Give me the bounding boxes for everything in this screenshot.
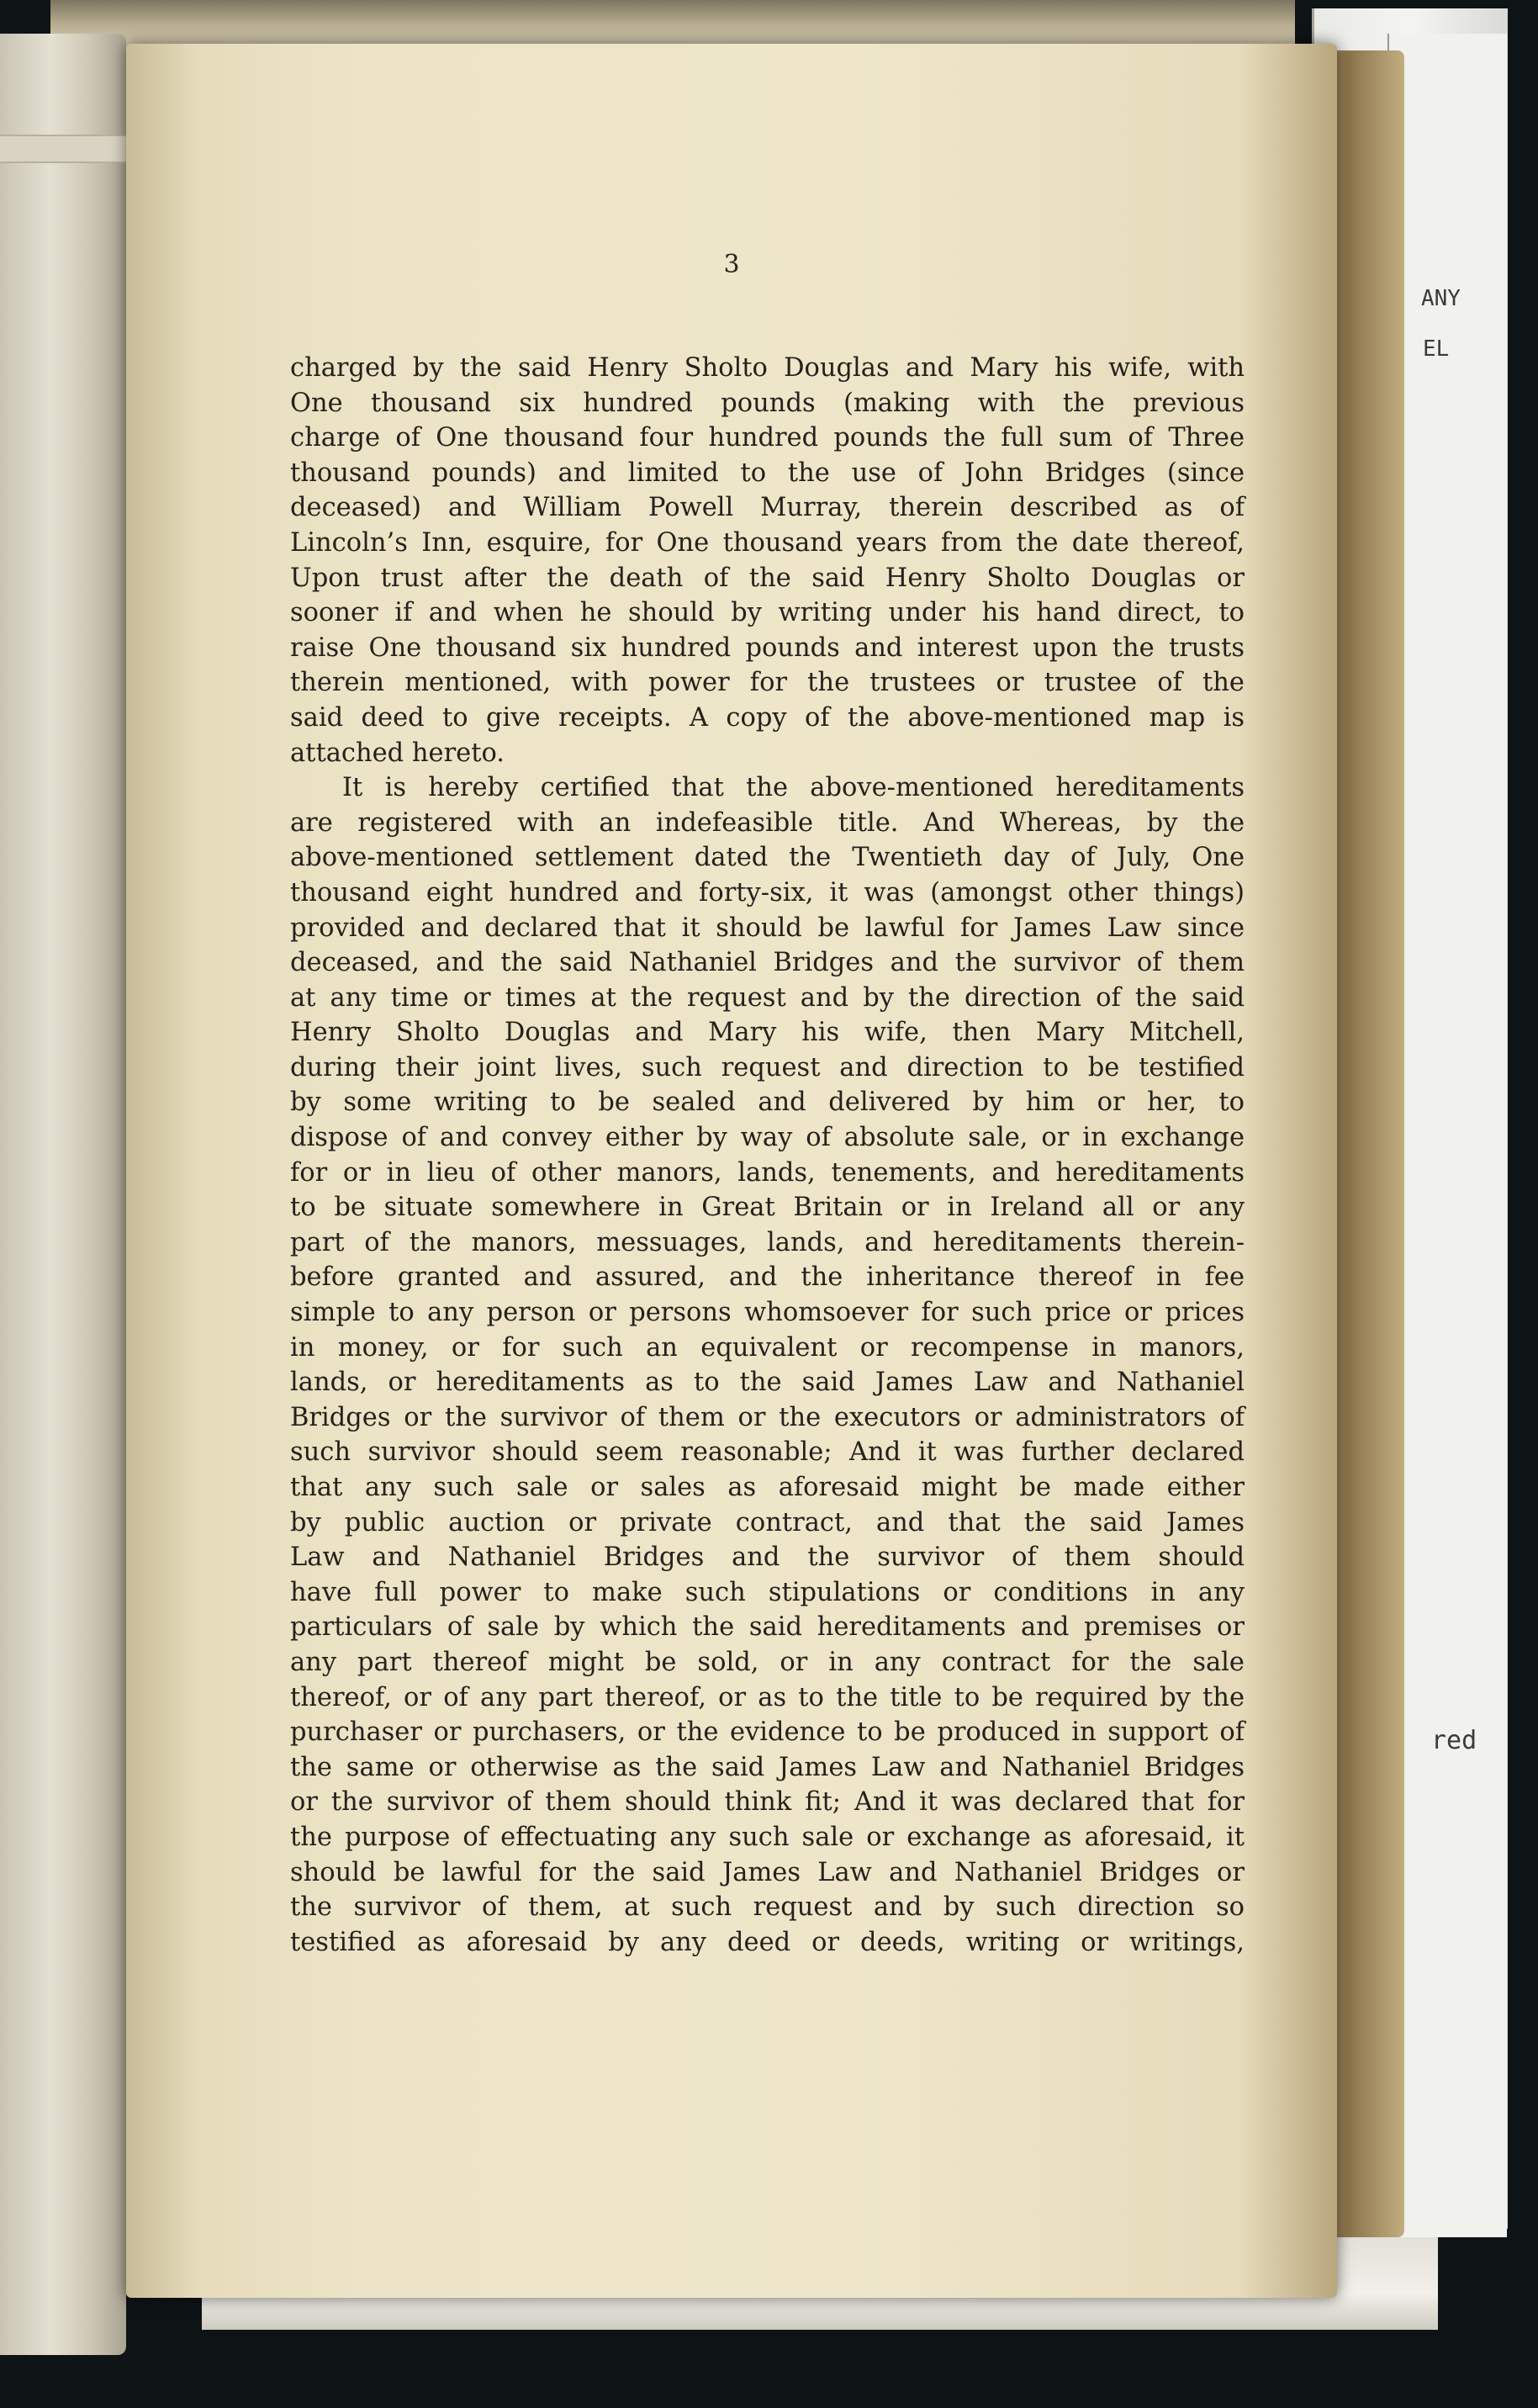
text-line: by some writing to be sealed and delivered by him or her, to (290, 1088, 1245, 1118)
text-line: to be situate somewhere in Great Britain or in Ireland all or any (290, 1193, 1245, 1223)
body-text (290, 351, 1245, 1960)
stub-text-any: ANY (1421, 286, 1461, 311)
book-spine (0, 34, 126, 2355)
text-line: for or in lieu of other manors, lands, tenements, and hereditaments (290, 1157, 1245, 1188)
text-line: Henry Sholto Douglas and Mary his wife, then Mary Mitchell, (290, 1018, 1245, 1048)
text-line: that any such sale or sales as aforesaid might be made either (290, 1473, 1245, 1502)
text-line: testified as aforesaid by any deed or deeds, writing or writings, (290, 1927, 1245, 1957)
text-line: Upon trust after the death of the said Henry Sholto Douglas or (290, 563, 1245, 593)
text-line: in money, or for such an equivalent or recompense in manors, (290, 1332, 1245, 1363)
text-line: attached hereto. (290, 738, 505, 768)
text-line: deceased) and William Powell Murray, therein described as of (290, 493, 1245, 523)
text-line: simple to any person or persons whomsoever for such price or prices (290, 1298, 1245, 1328)
text-line: thousand eight hundred and forty-six, it was (amongst other things) (290, 877, 1245, 908)
text-line: dispose of and convey either by way of absolute sale, or in exchange (290, 1123, 1245, 1153)
text-line: charge of One thousand four hundred pounds the full sum of Three (290, 423, 1245, 453)
text-line: It is hereby certified that the above-mentioned hereditaments (342, 773, 1245, 803)
text-line: during their joint lives, such request and direction to be testified (290, 1052, 1245, 1082)
page-top-edge (50, 0, 1295, 49)
text-line: thereof, or of any part thereof, or as to the title to be required by the (290, 1682, 1245, 1712)
text-line: raise One thousand six hundred pounds and interest upon the trusts (290, 632, 1245, 663)
text-line: sooner if and when he should by writing under his hand direct, to (290, 598, 1245, 628)
text-line: should be lawful for the said James Law and Nathaniel Bridges or (290, 1857, 1245, 1887)
page-number: 3 (723, 250, 740, 279)
text-line: part of the manors, messuages, lands, and hereditaments therein- (290, 1227, 1245, 1257)
text-line: such survivor should seem reasonable; And it was further declared (290, 1437, 1245, 1468)
stub-text-el: EL (1423, 336, 1450, 362)
text-line: have full power to make such stipulations or conditions in any (290, 1577, 1245, 1607)
text-line: at any time or times at the request and by the direction of the said (290, 982, 1245, 1013)
text-line: the purpose of effectuating any such sale or exchange as aforesaid, it (290, 1822, 1245, 1852)
text-line: therein mentioned, with power for the trustees or trustee of the (290, 668, 1245, 698)
text-line: charged by the said Henry Sholto Douglas and Mary his wife, with (290, 353, 1245, 383)
text-line: lands, or hereditaments as to the said James Law and Nathaniel (290, 1368, 1245, 1398)
text-line: are registered with an indefeasible title. And Whereas, by the (290, 807, 1245, 838)
text-line: before granted and assured, and the inheritance thereof in fee (290, 1262, 1245, 1293)
text-line: particulars of sale by which the said hereditaments and premises or (290, 1612, 1245, 1643)
text-line: or the survivor of them should think fit; And it was declared that for (290, 1787, 1245, 1818)
text-line: thousand pounds) and limited to the use of John Bridges (since (290, 458, 1245, 488)
document-page (126, 44, 1337, 2298)
text-line: said deed to give receipts. A copy of the above-mentioned map is (290, 702, 1245, 733)
text-line: deceased, and the said Nathaniel Bridges and the survivor of them (290, 948, 1245, 978)
text-line: above-mentioned settlement dated the Twentieth day of July, One (290, 843, 1245, 873)
text-line: One thousand six hundred pounds (making with the previous (290, 388, 1245, 418)
text-line: provided and declared that it should be lawful for James Law since (290, 913, 1245, 943)
text-line: Bridges or the survivor of them or the executors or administrators of (290, 1402, 1245, 1432)
text-line: by public auction or private contract, and that the said James (290, 1507, 1245, 1537)
text-line: the survivor of them, at such request and by such direction so (290, 1892, 1245, 1923)
text-line: purchaser or purchasers, or the evidence to be produced in support of (290, 1717, 1245, 1748)
underlying-sheet-edge (1387, 34, 1507, 2237)
text-line: Law and Nathaniel Bridges and the survivor of them should (290, 1543, 1245, 1573)
text-line: any part thereof might be sold, or in any contract for the sale (290, 1647, 1245, 1677)
text-line: Lincoln’s Inn, esquire, for One thousand years from the date thereof, (290, 527, 1245, 558)
spine-band (0, 135, 126, 163)
stub-text-red: red (1431, 1726, 1477, 1755)
text-line: the same or otherwise as the said James Law and Nathaniel Bridges (290, 1752, 1245, 1782)
